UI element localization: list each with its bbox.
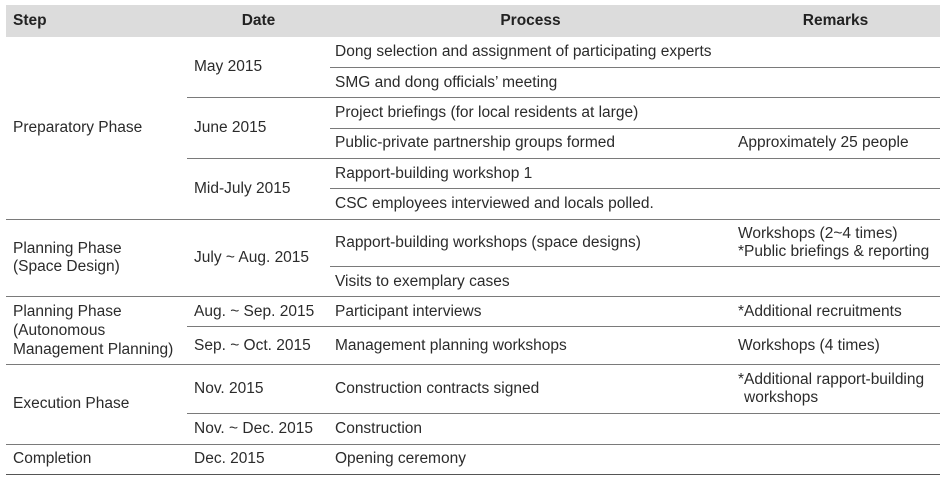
- date-cell: May 2015: [194, 58, 263, 76]
- remarks-cell: [731, 37, 940, 67]
- date-cell: July ~ Aug. 2015: [187, 219, 330, 296]
- remarks-cell: Approximately 25 people: [731, 128, 940, 158]
- date-cell: Dec. 2015: [187, 444, 330, 474]
- date-cell: Nov. ~ Dec. 2015: [187, 414, 330, 444]
- remarks-cell: *Additional rapport-building workshops: [731, 365, 940, 414]
- remarks-cell: Workshops (4 times): [731, 327, 940, 365]
- remarks-cell: [731, 98, 940, 128]
- header-row: [6, 5, 940, 37]
- process-cell: Visits to exemplary cases: [330, 266, 731, 296]
- process-cell: Project briefings (for local residents at large): [330, 98, 731, 128]
- process-cell: Construction contracts signed: [330, 365, 731, 414]
- step-cell: Completion: [6, 444, 187, 474]
- process-cell: Public-private partnership groups formed: [330, 128, 731, 158]
- remarks-cell: [731, 444, 940, 474]
- date-cell: Mid-July 2015: [187, 159, 330, 220]
- step-cell: Planning Phase (Space Design): [6, 219, 187, 296]
- process-cell: Construction: [330, 414, 731, 444]
- remarks-cell: [731, 67, 940, 97]
- date-cell: Sep. ~ Oct. 2015: [187, 327, 330, 365]
- table-row: [6, 219, 940, 266]
- process-cell: Management planning workshops: [330, 327, 731, 365]
- header-step: Step: [6, 5, 187, 37]
- process-cell: Dong selection and assignment of participating experts: [335, 42, 712, 60]
- date-cell: Aug. ~ Sep. 2015: [187, 297, 330, 327]
- table-row: [6, 365, 940, 414]
- step-cell: Planning Phase (Autonomous Management Planning): [6, 297, 187, 365]
- remarks-cell: Workshops (2~4 times) *Public briefings & reporting: [731, 219, 940, 266]
- remarks-cell: [731, 189, 940, 219]
- process-cell: CSC employees interviewed and locals polled.: [330, 189, 731, 219]
- remarks-cell: *Additional recruitments: [731, 297, 940, 327]
- table-row: [6, 297, 940, 327]
- table-row: [6, 37, 940, 67]
- step-cell: Execution Phase: [6, 365, 187, 444]
- schedule-table: [6, 5, 940, 475]
- header-process: Process: [330, 5, 731, 37]
- date-cell: June 2015: [187, 98, 330, 159]
- remarks-cell: [731, 266, 940, 296]
- process-cell: Rapport-building workshop 1: [330, 159, 731, 189]
- table-row: [6, 444, 940, 474]
- header-remarks: Remarks: [731, 5, 940, 37]
- process-cell: Participant interviews: [330, 297, 731, 327]
- remarks-cell: [731, 414, 940, 444]
- process-cell: Opening ceremony: [330, 444, 731, 474]
- step-cell: Preparatory Phase: [13, 118, 143, 136]
- header-date: Date: [187, 5, 330, 37]
- process-cell: Rapport-building workshops (space designs): [330, 219, 731, 266]
- process-cell: SMG and dong officials’ meeting: [330, 67, 731, 97]
- date-cell: Nov. 2015: [187, 365, 330, 414]
- remarks-cell: [731, 159, 940, 189]
